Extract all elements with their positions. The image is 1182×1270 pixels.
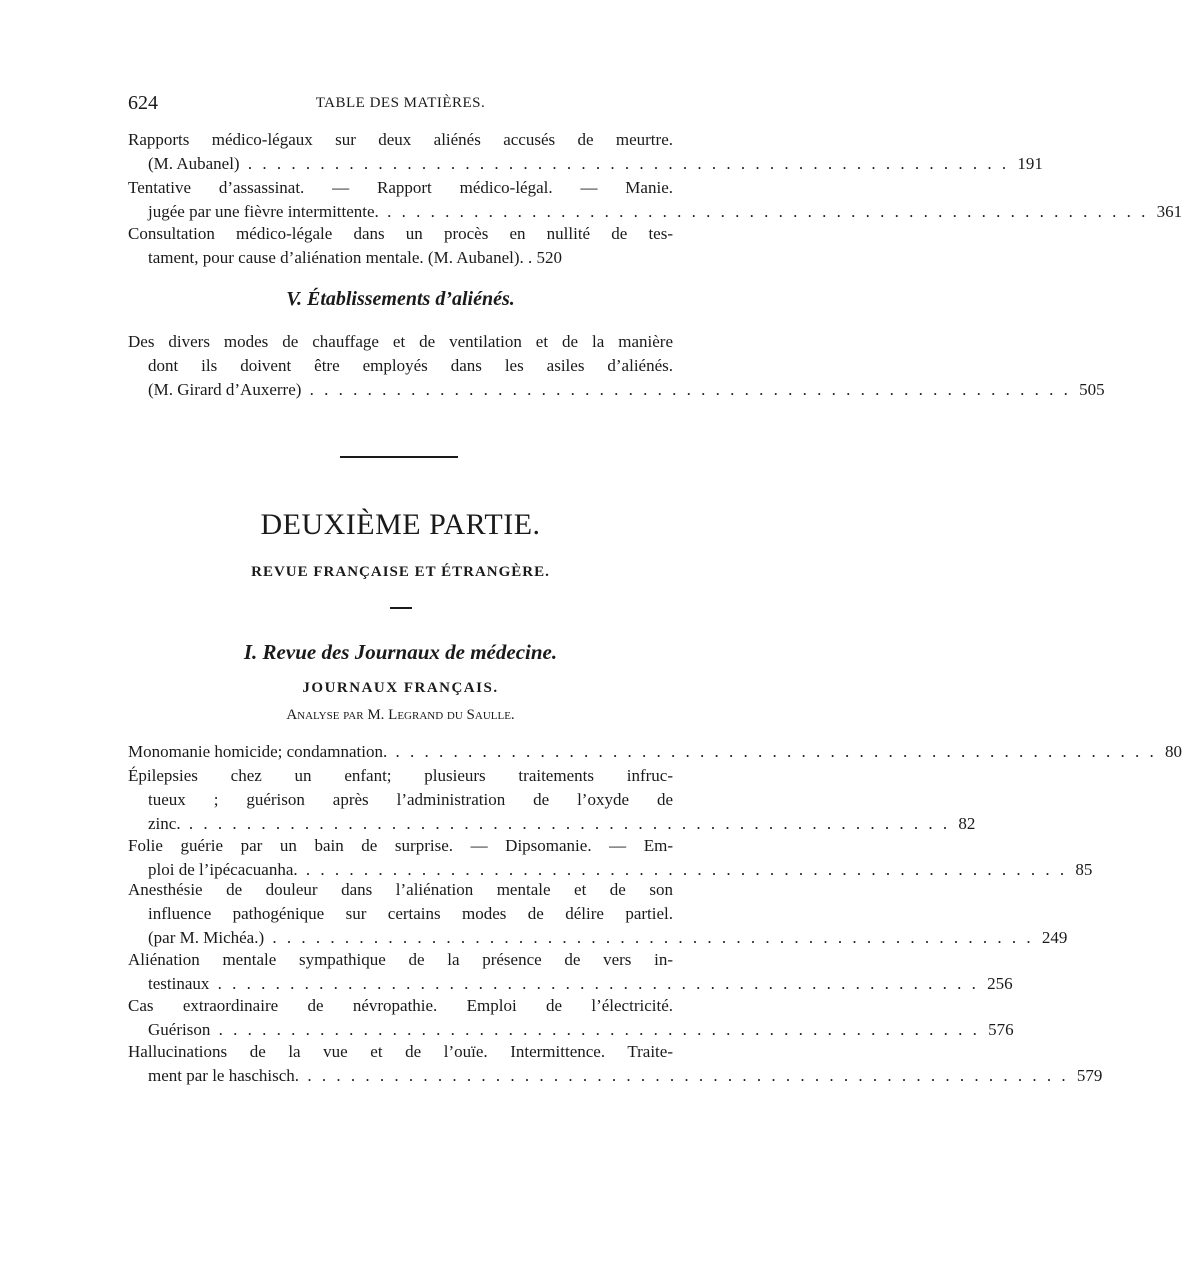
part-title: DEUXIÈME PARTIE. (260, 508, 541, 541)
dot-leader (307, 1066, 1068, 1085)
entry-line: dont ils doivent être employés dans les asiles d’aliénés. (148, 356, 673, 375)
entry-line: jugée par une fièvre intermittente. (148, 202, 379, 221)
entry-line: (par M. Michéa.) (148, 928, 265, 947)
entry-line: Cas extraordinaire de névropathie. Emploi de l’électricité. (128, 996, 673, 1015)
analysis-credit: Analyse par M. Legrand du Saulle. (286, 707, 515, 723)
entry-page: 85 (1075, 860, 1093, 879)
section-title-i: I. Revue des Journaux de médecine. (243, 640, 558, 664)
entry-leader-line (128, 926, 1068, 950)
toc-entry-chauffage (128, 330, 1105, 402)
dot-leader (218, 974, 979, 993)
entry-leader-line (128, 152, 1043, 176)
entry-leader-line (128, 246, 673, 270)
page-number: 624 (128, 92, 158, 114)
entry-page: 579 (1076, 1066, 1103, 1085)
dot-leader (306, 860, 1067, 879)
dot-leader (219, 1020, 980, 1039)
entry-line: tueux ; guérison après l’administration de l’oxyde de (148, 790, 673, 809)
entry-line: influence pathogénique sur certains modes de délire partiel. (148, 904, 673, 923)
toc-entry-epilepsies (128, 764, 976, 836)
entry-line: ment par le haschisch. (148, 1066, 300, 1085)
entry-line: Folie guérie par un bain de surprise. — Dipsomanie. — Em- (128, 836, 673, 855)
dot-leader (272, 928, 1033, 947)
entry-line: Hallucinations de la vue et de l’ouïe. Intermittence. Traite- (128, 1042, 673, 1061)
entry-page: 576 (988, 1020, 1014, 1039)
toc-entry-monomanie (128, 740, 1182, 764)
toc-entry-consultation (128, 222, 673, 270)
dot-leader (387, 202, 1148, 221)
entry-page: 520 (536, 248, 563, 267)
running-header (128, 92, 673, 116)
dot-leader (248, 154, 1009, 173)
entry-line: Rapports médico-légaux sur deux aliénés accusés de meurtre. (128, 130, 673, 149)
entry-leader-line (128, 1064, 1103, 1088)
toc-entry-alienation (128, 948, 1013, 996)
toc-entry-hallucinations (128, 1040, 1103, 1088)
entry-page: 249 (1041, 928, 1068, 947)
entry-leader-line (128, 812, 976, 836)
entry-line: zinc. (148, 814, 181, 833)
part-subtitle: REVUE FRANÇAISE ET ÉTRANGÈRE. (251, 564, 550, 580)
running-title: TABLE DES MATIÈRES. (315, 95, 486, 111)
entry-page: 80 (1164, 742, 1182, 761)
entry-leader-line (128, 972, 1013, 996)
entry-page: 256 (987, 974, 1013, 993)
short-rule (390, 607, 412, 609)
dot-leader (395, 742, 1156, 761)
entry-line: Monomanie homicide; condamnation. (128, 742, 388, 761)
toc-entry-nevropathie (128, 994, 1014, 1042)
toc-entry-rapports (128, 128, 1043, 176)
entry-line: Aliénation mentale sympathique de la présence de vers in- (128, 950, 673, 969)
entry-line: Anesthésie de douleur dans l’aliénation mentale et de son (128, 880, 673, 899)
toc-entry-tentative (128, 176, 1182, 224)
entry-page: 191 (1017, 154, 1043, 173)
entry-page: 361 (1156, 202, 1182, 221)
entry-leader-line (128, 200, 1182, 224)
entry-page: 82 (958, 814, 976, 833)
entry-line: ploi de l’ipécacuanha. (148, 860, 298, 879)
entry-line: testinaux (148, 974, 210, 993)
entry-line: (M. Aubanel) (148, 154, 240, 173)
entry-leader-line (128, 740, 1182, 764)
entry-page: 505 (1079, 380, 1105, 399)
entry-line: Épilepsies chez un enfant; plusieurs traitements infruc- (128, 766, 673, 785)
entry-leader-line (128, 378, 1105, 402)
dot-leader (189, 814, 950, 833)
section-title-v: V. Établissements d’aliénés. (286, 288, 515, 310)
entry-line: Des divers modes de chauffage et de ventilation et de la manière (128, 332, 673, 351)
subhead-journaux: JOURNAUX FRANÇAIS. (302, 680, 499, 696)
toc-entry-anesthesie (128, 878, 1068, 950)
dot-leader (310, 380, 1071, 399)
entry-line: Guérison (148, 1020, 211, 1039)
entry-line: Tentative d’assassinat. — Rapport médico-légal. — Manie. (128, 178, 673, 197)
entry-line: (M. Girard d’Auxerre) (148, 380, 302, 399)
entry-leader-line (128, 1018, 1014, 1042)
divider-rule (340, 456, 458, 458)
toc-entry-folie (128, 834, 1093, 882)
entry-line: tament, pour cause d’aliénation mentale. (M. Aubanel). . (148, 248, 533, 267)
entry-line: Consultation médico-légale dans un procès en nullité de tes- (128, 224, 673, 243)
